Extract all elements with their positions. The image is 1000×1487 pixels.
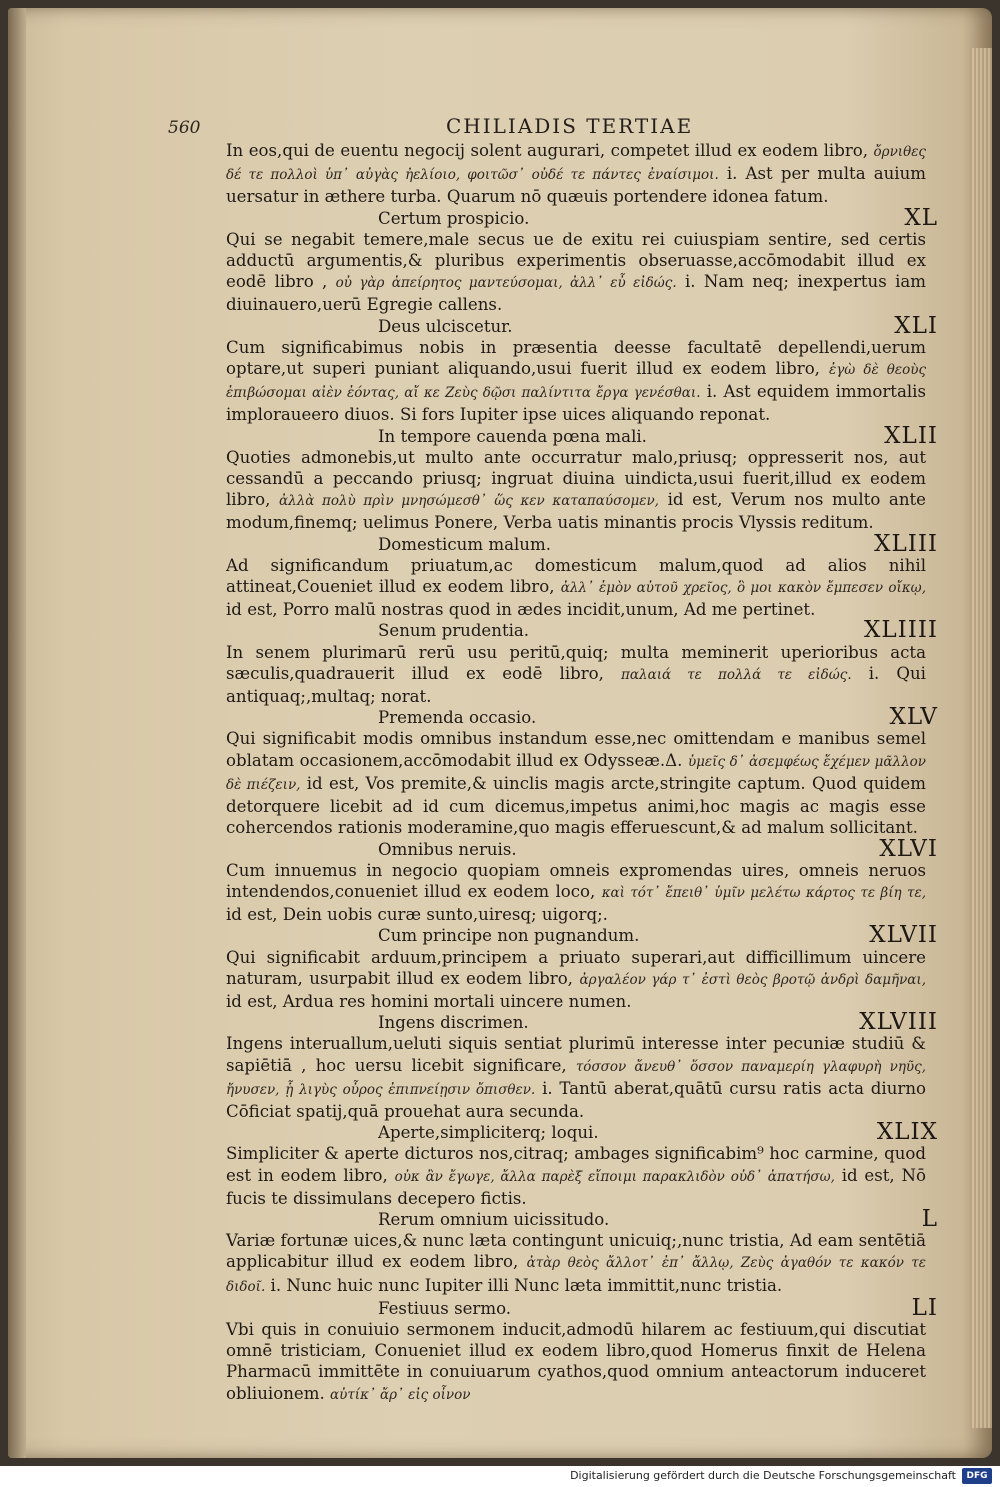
adage-translation: id est, Verum nos multo ante modum,finemq; uelimus Ponere, Verba uatis minantis procis Vlyssis reditum. [226,490,926,533]
adage-body [226,447,926,534]
intro-body [226,140,926,208]
adage-translation: id est, Vos premite,& uinclis magis arcte,stringite captum. Quod quidem detorquere licebit ad id cum dicemus,impetus animi,hoc magis ac magis esse cohercendos rationis moderamine,quo magis efferuescunt,& ad malum sollicitant. [226,773,926,838]
adage-number: XLVI [879,835,938,862]
adage-body [226,1319,926,1406]
adage-number: LI [911,1294,938,1321]
adage-heading: Cum principe non pugnandum. [378,926,640,946]
adage-translation: id est, Porro malū nostras quod in ædes incidit,unum, Ad me pertinet. [226,600,816,620]
adage-greek-quote: τόσσον ἄνευθ᾽ ὅσσον παναμερίη γλαφυρὴ νηῦς, ἤνυσεν, ᾗ λιγὺς οὖρος ἐπιπνείῃσιν ὄπισθεν. [226,1058,926,1098]
adage-heading: Premenda occasio. [378,708,537,728]
adage-greek-quote: οὐ γὰρ ἀπείρητος μαντεύσομαι, ἀλλ᾽ εὖ εἰδώς. [335,275,677,292]
adage-heading: Festiuus sermo. [378,1298,512,1318]
adage-translation: id est, Dein uobis curæ sunto,uiresq; uigorq;. [226,905,608,925]
adage-entry [226,1294,938,1406]
adage-latin: Qui se negabit temere,male secus ue de exitu rei cuiuspiam sentire, sed certis adductū argumentis,& pluribus experimentis obseruasse,accōmodabit illud ex eodē libro , [226,229,926,292]
adage-number: XLIII [874,530,938,557]
footer-bar [0,1466,1000,1487]
adage-body [226,337,926,426]
adage-greek-quote: ἐγὼ δὲ θεοὺς ἐπιβώσομαι αἰὲν ἐόντας, αἴ κε Ζεὺς δῷσι παλίντιτα ἔργα γενέσθαι. [226,362,927,402]
adage-greek-quote: ἀλλ᾽ ἐμὸν αὐτοῦ χρεῖος, ὃ μοι κακὸν ἔμπεσεν οἴκῳ, [560,580,926,597]
adage-heading: Omnibus neruis. [378,839,517,859]
adage-latin: Vbi quis in conuiuio sermonem inducit,admodū hilarem ac festiuum,qui discutiat omnē tristiciam, Conueniet illud ex eodem libro,quod Homerus finxit de Helena Pharmacū immittēte in conuiuarum cyathos,quod omnium anteactorum induceret obliuionem. [226,1319,926,1403]
funding-credit: Digitalisierung gefördert durch die Deutsche Forschungsgemeinschaft [570,1469,956,1482]
page-number: 560 [168,118,201,138]
adage-entry [226,835,938,926]
adage-entry [226,530,938,621]
adage-latin: Quoties admonebis,ut multo ante occurratur malo,priusq; oppresserit nos, aut cessandū a peccando priusq; ingruat diuina uindicta,usui fuerit,illud ex eodem libro, [226,447,926,510]
adage-translation: i. Tantū aberat,quātū cursu ratis acta diurno Cōficiat spatij,quā prouehat aura secunda. [226,1078,926,1121]
adage-body [226,642,926,708]
adage-translation: id est, Nō fucis te dissimulans decepero fictis. [226,1165,926,1208]
adage-greek-quote: ἀλλὰ πολὺ πρὶν μνησώμεσθ᾽ ὥς κεν καταπαύσομεν, [279,493,659,510]
adage-greek-quote: καὶ τότ᾽ ἔπειθ᾽ ὑμῖν μελέτω κάρτος τε βίη τε, [601,884,926,901]
adage-latin: Cum innuemus in negocio quopiam omneis expromendas uires, omneis neruos intendendos,conueniet illud ex eodem loco, [226,860,926,901]
adage-body [226,860,926,926]
adage-latin: Ingens interuallum,ueluti siquis sentiat plurimū interesse inter pecuniæ studiū & sapiētiā , hoc uersu licebit significare, [226,1034,926,1075]
adage-latin: Qui significabit arduum,principem a priuato superari,aut difficillimum uincere naturam, usurpabit illud ex eodem libro, [226,947,926,988]
adage-greek-quote: ὑμεῖς δ᾽ ἀσεμφέως ἔχέμεν μᾶλλον δὲ πιέζειν, [226,753,926,793]
adage-body [226,1143,926,1209]
adage-heading: Aperte,simpliciterq; loqui. [378,1123,599,1143]
adage-entry [226,422,938,534]
page-edges [970,48,992,1428]
adage-entry [226,922,938,1012]
adage-entry [226,1205,938,1298]
adage-greek-quote: αὐτίκ᾽ ἄρ᾽ εἰς οἶνον [330,1386,471,1403]
adage-number: XLIX [876,1119,938,1146]
adage-heading: In tempore cauenda pœna mali. [378,426,647,446]
adage-entry [226,617,938,707]
adage-latin: Variæ fortunæ uices,& nunc læta contingunt unicuiq;,nunc tristia, Ad eam sentētiā applicabitur illud ex eodem libro, [226,1231,926,1272]
adage-number: XLI [894,312,938,339]
adage-body [226,1230,926,1298]
adage-greek-quote: ἀτὰρ θεὸς ἄλλοτ᾽ ἐπ᾽ ἄλλῳ, Ζεὺς ἀγαθόν τε κακόν τε διδοῖ. [226,1255,927,1295]
adage-latin: Ad significandum priuatum,ac domesticum malum,quod ad alios nihil attineat,Coueniet illud ex eodem libro, [226,555,926,597]
intro-paragraph [226,140,926,208]
adage-heading: Certum prospicio. [378,208,530,228]
adage-entry [226,1119,938,1209]
adage-translation: i. Qui antiquaq;,multaq; norat. [226,663,926,707]
intro-rest: i. Ast per multa auium uersatur in æthere turba. Quarum nō quæuis portendere idonea fatum. [226,164,926,207]
adage-greek-quote: παλαιά τε πολλά τε εἰδώς. [621,666,852,683]
adage-entry [226,1009,938,1122]
adage-translation: id est, Ardua res homini mortali uincere numen. [226,991,632,1011]
adage-number: XLIIII [864,617,938,644]
adage-body [226,229,926,316]
adage-number: XLV [889,704,938,731]
running-head: CHILIADIS TERTIAE [446,114,694,138]
adage-entry [226,312,938,426]
adage-translation: i. Ast equidem immortalis imploraueero diuos. Si fors Iupiter ipse uices aliquando reponat. [226,382,926,425]
adage-number: XLVIII [859,1009,938,1036]
page-header [168,112,768,142]
adage-greek-quote: ἀργαλέον γάρ τ᾽ ἐστὶ θεὸς βροτῷ ἀνδρὶ δαμῆναι, [579,971,926,988]
adage-list [226,204,938,1406]
adage-latin: Simpliciter & aperte dicturos nos,citraq; ambages significabim⁹ hoc carmine, quod est in eodem libro, [226,1144,926,1185]
adage-number: XLVII [869,922,938,949]
adage-body [226,728,926,838]
intro-greek: ὄρνιθες δέ τε πολλοὶ ὑπ᾽ αὐγὰς ἠελίοιο, φοιτῶσ᾽ οὐδέ τε πάντες ἐναίσιμοι. [226,144,926,184]
adage-latin: Qui significabit modis omnibus instandum esse,nec omittendam e manibus semel oblatam occasionem,accōmodabit illud ex Odysseæ.Δ. [226,729,926,770]
main-text [226,140,938,1406]
adage-translation: i. Nunc huic nunc Iupiter illi Nunc læta immittit,nunc tristia. [270,1275,783,1295]
adage-heading: Deus ulciscetur. [378,316,513,336]
adage-heading: Domesticum malum. [378,534,551,554]
adage-body [226,555,926,621]
adage-body [226,947,926,1013]
dfg-logo: DFG [962,1468,992,1484]
adage-number: L [921,1205,938,1232]
adage-heading: Ingens discrimen. [378,1013,529,1033]
adage-translation: i. Nam neq; inexpertus iam diuinauero,uerū Egregie callens. [226,272,927,315]
adage-entry [226,704,938,838]
adage-latin: In senem plurimarū rerū usu peritū,quiq; multa meminerit uperioribus acta sæculis,quadrauerit illud ex eodē libro, [226,642,926,683]
adage-number: XLII [884,422,938,449]
adage-number: XL [904,204,938,231]
adage-heading: Senum prudentia. [378,621,530,641]
book-spine [8,8,26,1458]
intro-latin: In eos,qui de euentu negocij solent augurari, competet illud ex eodem libro, [226,141,869,160]
adage-heading: Rerum omnium uicissitudo. [378,1209,610,1229]
adage-entry [226,204,938,316]
adage-latin: Cum significabimus nobis in præsentia deesse facultatē depellendi,uerum optare,ut superi puniant aliquando,usui fuerit illud ex eodem libro, [226,337,926,379]
adage-greek-quote: οὐκ ἂν ἔγωγε, ἄλλα παρὲξ εἴποιμι παρακλιδὸν οὐδ᾽ ἀπατήσω, [394,1168,835,1185]
adage-body [226,1033,926,1122]
